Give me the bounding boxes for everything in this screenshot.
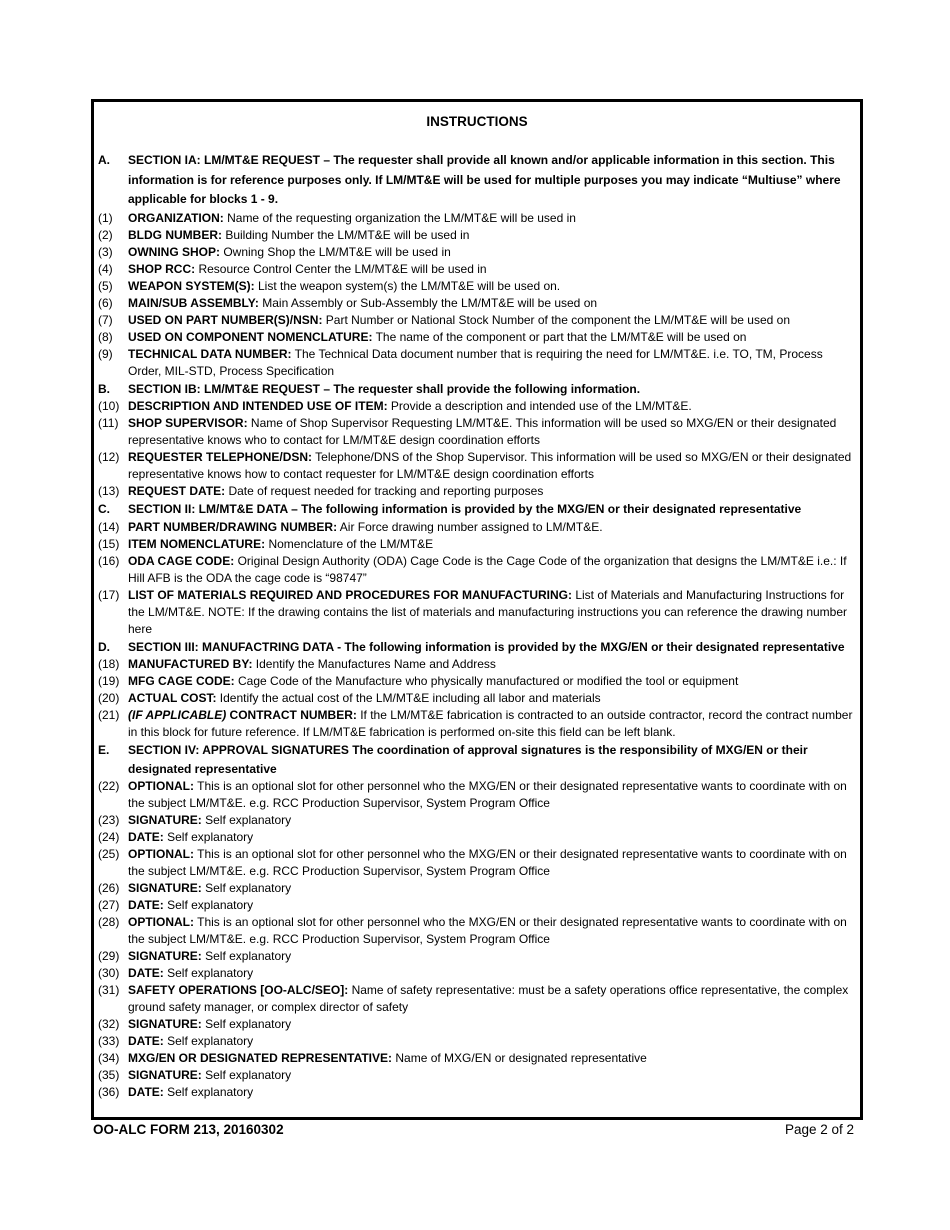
item-description: Name of Shop Supervisor Requesting LM/MT&E. This information will be used so MXG/EN or their designated representative knows who to contact for LM/MT&E design coordination efforts xyxy=(128,416,837,447)
item-number: (18) xyxy=(98,657,120,671)
item-description: Provide a description and intended use of the LM/MT&E. xyxy=(387,399,692,413)
instruction-item xyxy=(94,982,860,1016)
item-label: REQUESTER TELEPHONE/DSN: xyxy=(128,450,313,464)
instruction-item xyxy=(94,656,860,673)
item-text xyxy=(128,778,860,812)
item-number: (15) xyxy=(98,536,120,551)
item-description: Self explanatory xyxy=(163,830,254,844)
item-number: (27) xyxy=(98,898,120,912)
item-number: (26) xyxy=(98,881,120,895)
instruction-item xyxy=(94,244,860,261)
instruction-item xyxy=(94,846,860,880)
instruction-item xyxy=(94,673,860,690)
item-description: Self explanatory xyxy=(201,1068,292,1082)
item-text xyxy=(128,741,860,778)
item-description: Air Force drawing number assigned to LM/MT&E. xyxy=(337,519,603,534)
section-heading xyxy=(94,500,860,519)
item-description: Cage Code of the Manufacture who physically manufactured or modified the tool or equipment xyxy=(234,674,739,688)
item-label: CONTRACT NUMBER: xyxy=(226,708,357,722)
instruction-item xyxy=(94,449,860,483)
instruction-item xyxy=(94,312,860,329)
section-text: SECTION IV: APPROVAL SIGNATURES The coordination of approval signatures is the responsibility of MXG/EN or their designated representative xyxy=(128,743,808,776)
instruction-item xyxy=(94,707,860,741)
item-label: DATE: xyxy=(128,830,164,844)
section-heading xyxy=(94,151,860,210)
page-number: Page 2 of 2 xyxy=(784,1122,854,1137)
instruction-item xyxy=(94,261,860,278)
item-number: (10) xyxy=(98,399,120,413)
instruction-item xyxy=(94,329,860,346)
item-description: Date of request needed for tracking and reporting purposes xyxy=(225,484,544,498)
instruction-item xyxy=(94,346,860,380)
item-label: SIGNATURE: xyxy=(128,1068,202,1082)
instruction-item xyxy=(94,965,860,982)
item-text xyxy=(128,1050,860,1067)
item-text xyxy=(128,346,860,380)
item-description: Self explanatory xyxy=(201,1017,292,1031)
item-label: OWNING SHOP: xyxy=(128,244,220,259)
item-description: The Technical Data document number that is requiring the need for LM/MT&E. i.e. TO, TM, Process Order, MIL-STD, Process Specification xyxy=(128,346,823,378)
item-text xyxy=(128,500,860,519)
instruction-item xyxy=(94,227,860,244)
item-number: (14) xyxy=(98,519,120,534)
item-text xyxy=(128,329,860,346)
item-number: (6) xyxy=(98,295,113,310)
item-number: (33) xyxy=(98,1034,120,1048)
item-text xyxy=(128,965,860,982)
section-text: SECTION IB: LM/MT&E REQUEST – The requester shall provide the following information. xyxy=(128,381,641,396)
section-heading xyxy=(94,741,860,778)
instruction-item xyxy=(94,553,860,587)
item-number: (5) xyxy=(98,278,113,293)
item-description: Name of safety representative: must be a safety operations office representative, the complex ground safety manager, or complex director of safety xyxy=(128,983,849,1014)
item-text xyxy=(128,227,860,244)
item-description: Nomenclature of the LM/MT&E xyxy=(265,536,434,551)
item-text xyxy=(128,261,860,278)
item-number: (23) xyxy=(98,813,120,827)
instruction-item xyxy=(94,295,860,312)
item-text xyxy=(128,483,860,500)
item-number: (11) xyxy=(98,416,119,430)
item-text xyxy=(128,312,860,329)
item-number: (16) xyxy=(98,553,120,568)
item-label: MANUFACTURED BY: xyxy=(128,657,253,671)
item-qualifier: (IF APPLICABLE) xyxy=(128,708,227,722)
item-number: (34) xyxy=(98,1051,120,1065)
item-text xyxy=(128,880,860,897)
item-label: SHOP SUPERVISOR: xyxy=(128,416,248,430)
item-label: MXG/EN OR DESIGNATED REPRESENTATIVE: xyxy=(128,1051,393,1065)
item-label: DATE: xyxy=(128,1085,164,1099)
item-label: USED ON COMPONENT NOMENCLATURE: xyxy=(128,329,373,344)
instruction-item xyxy=(94,536,860,553)
instruction-item xyxy=(94,1067,860,1084)
item-number: (9) xyxy=(98,346,113,361)
section-text: SECTION III: MANUFACTRING DATA - The following information is provided by the MXG/EN or their designated representative xyxy=(128,639,845,654)
item-description: Identify the actual cost of the LM/MT&E including all labor and materials xyxy=(216,691,601,705)
item-number: (8) xyxy=(98,329,113,344)
item-label: MAIN/SUB ASSEMBLY: xyxy=(128,295,259,310)
item-description: If the LM/MT&E fabrication is contracted to an outside contractor, record the contract number in this block for future reference. If LM/MT&E fabrication is performed on-site this field can be left blank. xyxy=(128,708,853,739)
item-label: REQUEST DATE: xyxy=(128,484,226,498)
item-description: Self explanatory xyxy=(201,813,292,827)
instruction-item xyxy=(94,278,860,295)
item-label: USED ON PART NUMBER(S)/NSN: xyxy=(128,312,323,327)
item-number: B. xyxy=(98,381,110,396)
instruction-item xyxy=(94,897,860,914)
item-description: List of Materials and Manufacturing Instructions for the LM/MT&E. NOTE: If the drawing contains the list of materials and manufacturing instructions you can reference the drawing number here xyxy=(128,587,848,636)
instruction-item xyxy=(94,483,860,500)
instruction-item xyxy=(94,1016,860,1033)
instruction-item xyxy=(94,1033,860,1050)
instructions-list xyxy=(94,151,860,1101)
item-label: DATE: xyxy=(128,966,164,980)
item-label: TECHNICAL DATA NUMBER: xyxy=(128,346,292,361)
item-number: (32) xyxy=(98,1017,120,1031)
item-label: SIGNATURE: xyxy=(128,1017,202,1031)
item-label: MFG CAGE CODE: xyxy=(128,674,235,688)
item-description: List the weapon system(s) the LM/MT&E will be used on. xyxy=(254,278,561,293)
item-number: A. xyxy=(98,153,110,167)
item-text xyxy=(128,638,860,657)
item-text xyxy=(128,897,860,914)
item-text xyxy=(128,812,860,829)
page-title: INSTRUCTIONS xyxy=(426,114,528,129)
item-text xyxy=(128,398,860,415)
item-number: (22) xyxy=(98,779,120,793)
item-text xyxy=(128,1016,860,1033)
item-label: LIST OF MATERIALS REQUIRED AND PROCEDURES FOR MANUFACTURING: xyxy=(128,587,572,602)
item-label: ITEM NOMENCLATURE: xyxy=(128,536,266,551)
item-number: (21) xyxy=(98,708,120,722)
item-number: (30) xyxy=(98,966,120,980)
instruction-item xyxy=(94,519,860,536)
item-label: BLDG NUMBER: xyxy=(128,227,222,242)
item-text xyxy=(128,151,860,210)
item-label: DATE: xyxy=(128,898,164,912)
item-text xyxy=(128,914,860,948)
item-number: (1) xyxy=(98,210,113,225)
section-heading xyxy=(94,380,860,399)
item-number: (25) xyxy=(98,847,120,861)
item-label: SAFETY OPERATIONS [OO-ALC/SEO]: xyxy=(128,983,349,997)
form-identifier: OO-ALC FORM 213, 20160302 xyxy=(93,1122,284,1137)
item-text xyxy=(128,244,860,261)
item-number: (31) xyxy=(98,983,120,997)
item-text xyxy=(128,295,860,312)
item-number: E. xyxy=(98,743,110,757)
item-label: SIGNATURE: xyxy=(128,949,202,963)
item-text xyxy=(128,948,860,965)
instruction-item xyxy=(94,880,860,897)
item-description: Identify the Manufactures Name and Address xyxy=(252,657,496,671)
item-text xyxy=(128,380,860,399)
item-description: Main Assembly or Sub-Assembly the LM/MT&E will be used on xyxy=(258,295,598,310)
item-label: OPTIONAL: xyxy=(128,779,194,793)
item-description: The name of the component or part that the LM/MT&E will be used on xyxy=(372,329,747,344)
instruction-item xyxy=(94,1050,860,1067)
item-number: (17) xyxy=(98,587,120,602)
item-text xyxy=(128,1033,860,1050)
item-label: ODA CAGE CODE: xyxy=(128,553,235,568)
item-text xyxy=(128,415,860,449)
item-description: Part Number or National Stock Number of the component the LM/MT&E will be used on xyxy=(322,312,791,327)
item-text xyxy=(128,1067,860,1084)
instruction-item xyxy=(94,587,860,638)
item-number: (13) xyxy=(98,484,120,498)
instruction-item xyxy=(94,210,860,227)
item-text xyxy=(128,449,860,483)
item-text xyxy=(128,829,860,846)
instruction-item xyxy=(94,812,860,829)
item-text xyxy=(128,707,860,741)
item-number: (24) xyxy=(98,830,120,844)
section-heading xyxy=(94,638,860,657)
item-number: (19) xyxy=(98,674,120,688)
instruction-item xyxy=(94,778,860,812)
item-description: Self explanatory xyxy=(163,1085,254,1099)
item-number: (36) xyxy=(98,1085,120,1099)
item-description: Resource Control Center the LM/MT&E will be used in xyxy=(195,261,487,276)
item-description: Original Design Authority (ODA) Cage Code is the Cage Code of the organization that designs the LM/MT&E i.e.: If Hill AFB is the ODA the cage code is “98747” xyxy=(128,553,847,585)
instruction-item xyxy=(94,948,860,965)
item-text xyxy=(128,846,860,880)
item-number: (28) xyxy=(98,915,120,929)
instruction-item xyxy=(94,829,860,846)
item-description: Self explanatory xyxy=(201,949,292,963)
item-text xyxy=(128,1084,860,1101)
item-description: Self explanatory xyxy=(201,881,292,895)
item-text xyxy=(128,210,860,227)
item-text xyxy=(128,673,860,690)
item-label: DATE: xyxy=(128,1034,164,1048)
item-text xyxy=(128,519,860,536)
item-text xyxy=(128,278,860,295)
instruction-item xyxy=(94,415,860,449)
item-description: This is an optional slot for other personnel who the MXG/EN or their designated representative wants to coordinate with on the subject LM/MT&E. e.g. RCC Production Supervisor, System Program Office xyxy=(128,779,847,810)
item-description: Self explanatory xyxy=(163,898,254,912)
item-label: ORGANIZATION: xyxy=(128,210,224,225)
item-description: Self explanatory xyxy=(163,1034,254,1048)
item-text xyxy=(128,982,860,1016)
item-number: (4) xyxy=(98,261,113,276)
item-label: PART NUMBER/DRAWING NUMBER: xyxy=(128,519,338,534)
item-number: (12) xyxy=(98,450,120,464)
item-label: WEAPON SYSTEM(S): xyxy=(128,278,255,293)
item-number: C. xyxy=(98,502,110,516)
item-label: ACTUAL COST: xyxy=(128,691,217,705)
item-description: Owning Shop the LM/MT&E will be used in xyxy=(220,244,451,259)
item-text xyxy=(128,587,860,638)
instruction-item xyxy=(94,914,860,948)
item-description: This is an optional slot for other personnel who the MXG/EN or their designated representative wants to coordinate with on the subject LM/MT&E. e.g. RCC Production Supervisor, System Program Office xyxy=(128,847,847,878)
item-description: This is an optional slot for other personnel who the MXG/EN or their designated representative wants to coordinate with on the subject LM/MT&E. e.g. RCC Production Supervisor, System Program Office xyxy=(128,915,847,946)
item-text xyxy=(128,690,860,707)
instruction-item xyxy=(94,1084,860,1101)
item-description: Building Number the LM/MT&E will be used in xyxy=(222,227,470,242)
item-label: SHOP RCC: xyxy=(128,261,196,276)
item-number: (35) xyxy=(98,1068,120,1082)
item-description: Self explanatory xyxy=(163,966,254,980)
item-label: SIGNATURE: xyxy=(128,881,202,895)
item-text xyxy=(128,553,860,587)
item-number: D. xyxy=(98,639,110,654)
item-description: Name of the requesting organization the LM/MT&E will be used in xyxy=(223,210,576,225)
item-text xyxy=(128,656,860,673)
instruction-item xyxy=(94,398,860,415)
item-description: Telephone/DNS of the Shop Supervisor. This information will be used so MXG/EN or their designated representative knows how to contact requester for LM/MT&E design coordination efforts xyxy=(128,450,852,481)
item-label: OPTIONAL: xyxy=(128,847,194,861)
item-number: (7) xyxy=(98,312,113,327)
item-number: (20) xyxy=(98,691,120,705)
item-label: OPTIONAL: xyxy=(128,915,194,929)
item-number: (3) xyxy=(98,244,113,259)
item-number: (2) xyxy=(98,227,113,242)
instructions-frame xyxy=(91,99,863,1120)
section-text: SECTION IA: LM/MT&E REQUEST – The requester shall provide all known and/or applicable information in this section. This information is for reference purposes only. If LM/MT&E will be used for multiple purposes you may indicate “Multiuse” where applicable for blocks 1 - 9. xyxy=(128,153,841,206)
item-label: DESCRIPTION AND INTENDED USE OF ITEM: xyxy=(128,399,388,413)
item-text xyxy=(128,536,860,553)
section-text: SECTION II: LM/MT&E DATA – The following information is provided by the MXG/EN or their designated representative xyxy=(128,502,802,516)
item-label: SIGNATURE: xyxy=(128,813,202,827)
instruction-item xyxy=(94,690,860,707)
item-number: (29) xyxy=(98,949,120,963)
item-description: Name of MXG/EN or designated representative xyxy=(392,1051,647,1065)
